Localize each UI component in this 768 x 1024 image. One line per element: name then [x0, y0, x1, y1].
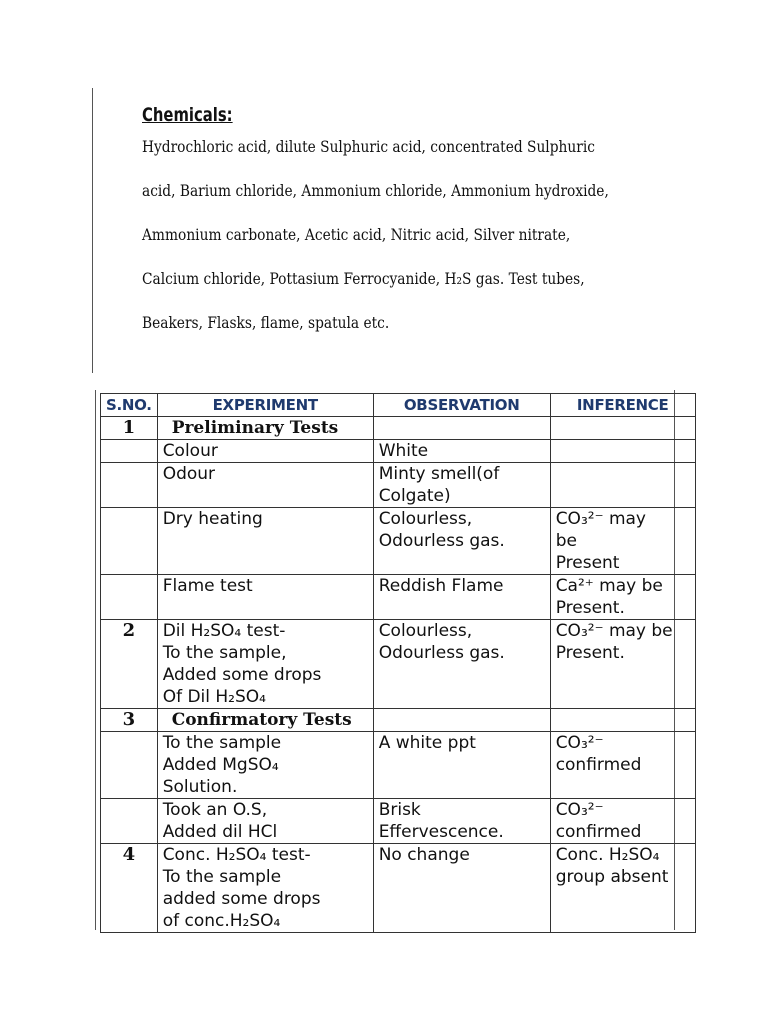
cell-sno	[101, 575, 158, 620]
cell-observation: Reddish Flame	[373, 575, 550, 620]
table-header-row	[101, 394, 696, 417]
chemicals-section	[142, 104, 702, 354]
table-body	[101, 417, 696, 933]
chemicals-line: acid, Barium chloride, Ammonium chloride, Ammonium hydroxide,	[142, 181, 609, 200]
chemicals-line: Ammonium carbonate, Acetic acid, Nitric acid, Silver nitrate,	[142, 225, 571, 244]
cell-experiment: Odour	[157, 463, 373, 508]
cell-observation: Brisk Effervescence.	[373, 799, 550, 844]
cell-inference: CO₃²⁻ may be Present.	[550, 620, 695, 709]
table-row	[101, 575, 696, 620]
cell-inference: CO₃²⁻ may be Present	[550, 508, 695, 575]
cell-experiment: Dry heating	[157, 508, 373, 575]
table-row	[101, 508, 696, 575]
table-row	[101, 463, 696, 508]
table-row	[101, 799, 696, 844]
cell-sno: 3	[101, 709, 158, 732]
cell-sno: 1	[101, 417, 158, 440]
cell-section-title: Preliminary Tests	[157, 417, 373, 440]
cell-observation: White	[373, 440, 550, 463]
chemicals-list	[142, 134, 702, 354]
cell-empty	[550, 417, 695, 440]
cell-observation: No change	[373, 844, 550, 933]
cell-experiment: Conc. H₂SO₄ test- To the sample added some drops of conc.H₂SO₄	[157, 844, 373, 933]
cell-inference	[550, 440, 695, 463]
cell-sno	[101, 440, 158, 463]
cell-experiment: To the sample Added MgSO₄ Solution.	[157, 732, 373, 799]
chemicals-heading: Chemicals:	[142, 104, 233, 126]
cell-sno: 4	[101, 844, 158, 933]
cell-inference: CO₃²⁻ confirmed	[550, 732, 695, 799]
left-margin-line-top	[92, 88, 93, 373]
cell-observation: Colourless, Odourless gas.	[373, 508, 550, 575]
header-observation: OBSERVATION	[373, 394, 550, 417]
cell-inference: Conc. H₂SO₄ group absent	[550, 844, 695, 933]
cell-empty	[373, 417, 550, 440]
cell-experiment: Took an O.S, Added dil HCl	[157, 799, 373, 844]
cell-inference: Ca²⁺ may be Present.	[550, 575, 695, 620]
table-row	[101, 709, 696, 732]
table-row	[101, 417, 696, 440]
cell-sno	[101, 799, 158, 844]
chemicals-line: Hydrochloric acid, dilute Sulphuric acid, concentrated Sulphuric	[142, 137, 595, 156]
cell-section-title: Confirmatory Tests	[157, 709, 373, 732]
header-sno: S.NO.	[101, 394, 158, 417]
cell-experiment: Dil H₂SO₄ test- To the sample, Added some drops Of Dil H₂SO₄	[157, 620, 373, 709]
cell-sno	[101, 463, 158, 508]
cell-experiment: Colour	[157, 440, 373, 463]
cell-experiment: Flame test	[157, 575, 373, 620]
cell-observation: Minty smell(of Colgate)	[373, 463, 550, 508]
cell-inference	[550, 463, 695, 508]
cell-observation: A white ppt	[373, 732, 550, 799]
table-row	[101, 732, 696, 799]
cell-sno	[101, 732, 158, 799]
cell-inference: CO₃²⁻ confirmed	[550, 799, 695, 844]
table-row	[101, 620, 696, 709]
experiment-table	[100, 393, 696, 933]
header-inference: INFERENCE	[550, 394, 695, 417]
cell-observation: Colourless, Odourless gas.	[373, 620, 550, 709]
table-row	[101, 440, 696, 463]
chemicals-line: Beakers, Flasks, flame, spatula etc.	[142, 313, 390, 332]
cell-empty	[550, 709, 695, 732]
cell-sno	[101, 508, 158, 575]
cell-empty	[373, 709, 550, 732]
left-margin-line-bottom	[95, 390, 96, 930]
header-experiment: EXPERIMENT	[157, 394, 373, 417]
chemicals-line: Calcium chloride, Pottasium Ferrocyanide, H₂S gas. Test tubes,	[142, 269, 585, 288]
cell-sno: 2	[101, 620, 158, 709]
table-row	[101, 844, 696, 933]
